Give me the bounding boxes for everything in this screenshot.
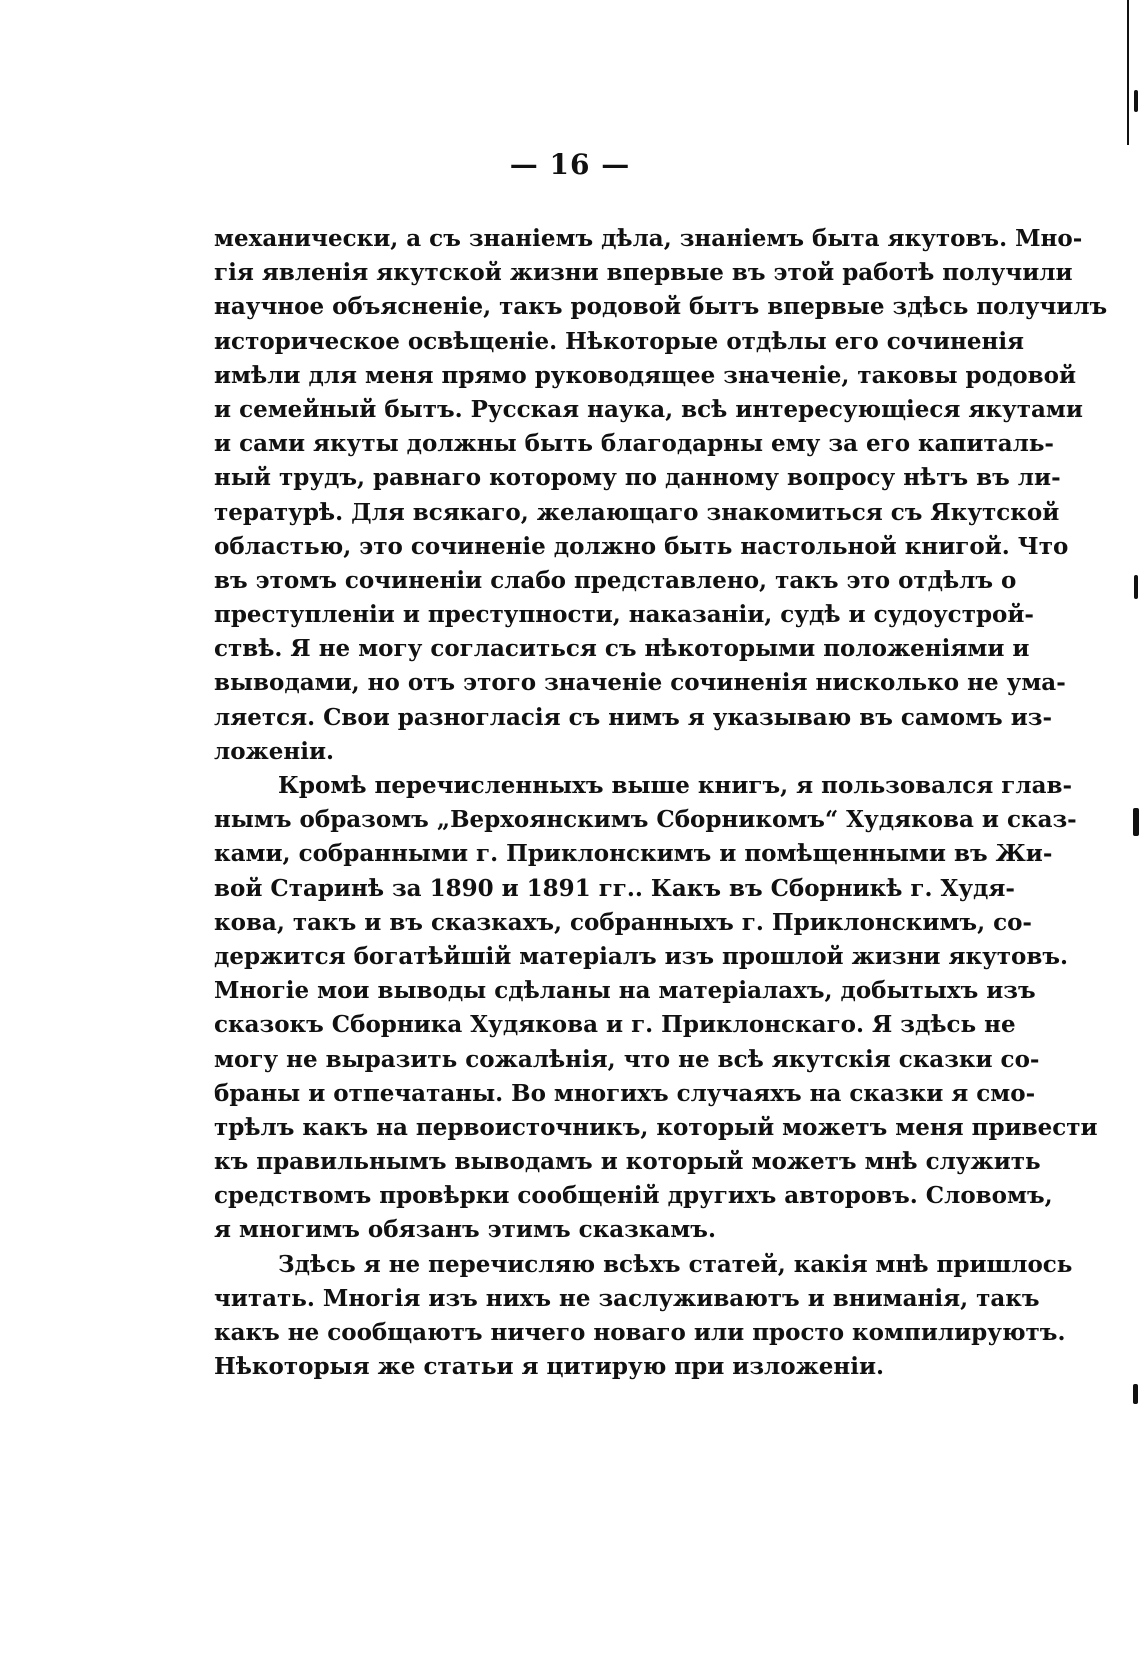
text-line: трѣлъ какъ на первоисточникъ, который можетъ меня привести (214, 1113, 1098, 1141)
text-line: ный трудъ, равнаго которому по данному вопросу нѣтъ въ ли- (214, 464, 1061, 492)
text-line: читать. Многія изъ нихъ не заслуживаютъ и вниманія, такъ (214, 1284, 1040, 1312)
text-line: кова, такъ и въ сказкахъ, собранныхъ г. Приклонскимъ, со- (214, 908, 1032, 936)
text-line: механически, а съ знаніемъ дѣла, знаніемъ быта якутовъ. Мно- (214, 225, 1083, 252)
text-line: и семейный бытъ. Русская наука, всѣ интересующіеся якутами (214, 395, 1083, 423)
text-line: ложеніи. (214, 737, 335, 765)
text-line: выводами, но отъ этого значеніе сочиненія нисколько не ума- (214, 669, 1066, 697)
text-line: ствѣ. Я не могу согласиться съ нѣкоторыми положеніями и (214, 635, 1030, 663)
text-line: браны и отпечатаны. Во многихъ случаяхъ на сказки я смо- (214, 1079, 1036, 1107)
page-edge-mark (1133, 808, 1139, 836)
text-line: средствомъ провѣрки сообщеній другихъ авторовъ. Словомъ, (214, 1182, 1053, 1210)
text-line: ляется. Свои разногласія съ нимъ я указываю въ самомъ из- (214, 703, 1052, 731)
text-line: областью, это сочиненіе должно быть настольной книгой. Что (214, 532, 1069, 560)
text-line: Нѣкоторыя же статьи я цитирую при изложеніи. (214, 1353, 885, 1381)
text-line: вой Старинѣ за 1890 и 1891 гг.. Какъ въ Сборникѣ г. Худя- (214, 874, 1015, 902)
paragraph-2 (214, 769, 1098, 1248)
text-line: могу не выразить сожалѣнія, что не всѣ якутскія сказки со- (214, 1045, 1040, 1073)
text-line: и сами якуты должны быть благодарны ему за его капиталь- (214, 430, 1054, 458)
text-line: научное объясненіе, такъ родовой бытъ впервые здѣсь получилъ (214, 293, 1108, 321)
text-line: историческое освѣщеніе. Нѣкоторые отдѣлы его сочиненія (214, 327, 1025, 355)
page-edge-mark (1134, 90, 1138, 112)
text-line: Кромѣ перечисленныхъ выше книгъ, я пользовался глав- (278, 772, 1073, 799)
text-line: преступленіи и преступности, наказаніи, судѣ и судоустрой- (214, 601, 1034, 629)
page-edge-mark (1133, 1384, 1138, 1404)
text-line: въ этомъ сочиненіи слабо представлено, такъ это отдѣлъ о (214, 566, 1017, 594)
text-line: ками, собранными г. Приклонскимъ и помѣщенными въ Жи- (214, 840, 1053, 868)
text-line: имѣли для меня прямо руководящее значеніе, таковы родовой (214, 361, 1077, 389)
text-line: гія явленія якутской жизни впервые въ этой работѣ получили (214, 259, 1073, 287)
text-line: тературѣ. Для всякаго, желающаго знакомиться съ Якутской (214, 498, 1060, 526)
text-line: Многіе мои выводы сдѣланы на матеріалахъ, добытыхъ изъ (214, 977, 1036, 1005)
text-line: держится богатѣйшій матеріалъ изъ прошлой жизни якутовъ. (214, 942, 1069, 970)
text-line: Здѣсь я не перечисляю всѣхъ статей, какія мнѣ пришлось (278, 1250, 1073, 1278)
page-number: — 16 — (509, 148, 631, 181)
paragraph-3 (214, 1248, 1073, 1385)
text-line: къ правильнымъ выводамъ и который можетъ мнѣ служить (214, 1148, 1041, 1176)
text-line: сказокъ Сборника Худякова и г. Приклонскаго. Я здѣсь не (214, 1011, 1016, 1039)
paragraph-1 (214, 222, 1108, 769)
page-edge-mark (1134, 575, 1138, 599)
text-line: нымъ образомъ „Верхоянскимъ Сборникомъ“ Худякова и сказ- (214, 806, 1077, 834)
body-text (214, 222, 1108, 1384)
text-line: я многимъ обязанъ этимъ сказкамъ. (214, 1216, 716, 1244)
page-edge-line (1127, 0, 1129, 145)
text-line: какъ не сообщаютъ ничего новаго или просто компилируютъ. (214, 1319, 1066, 1346)
